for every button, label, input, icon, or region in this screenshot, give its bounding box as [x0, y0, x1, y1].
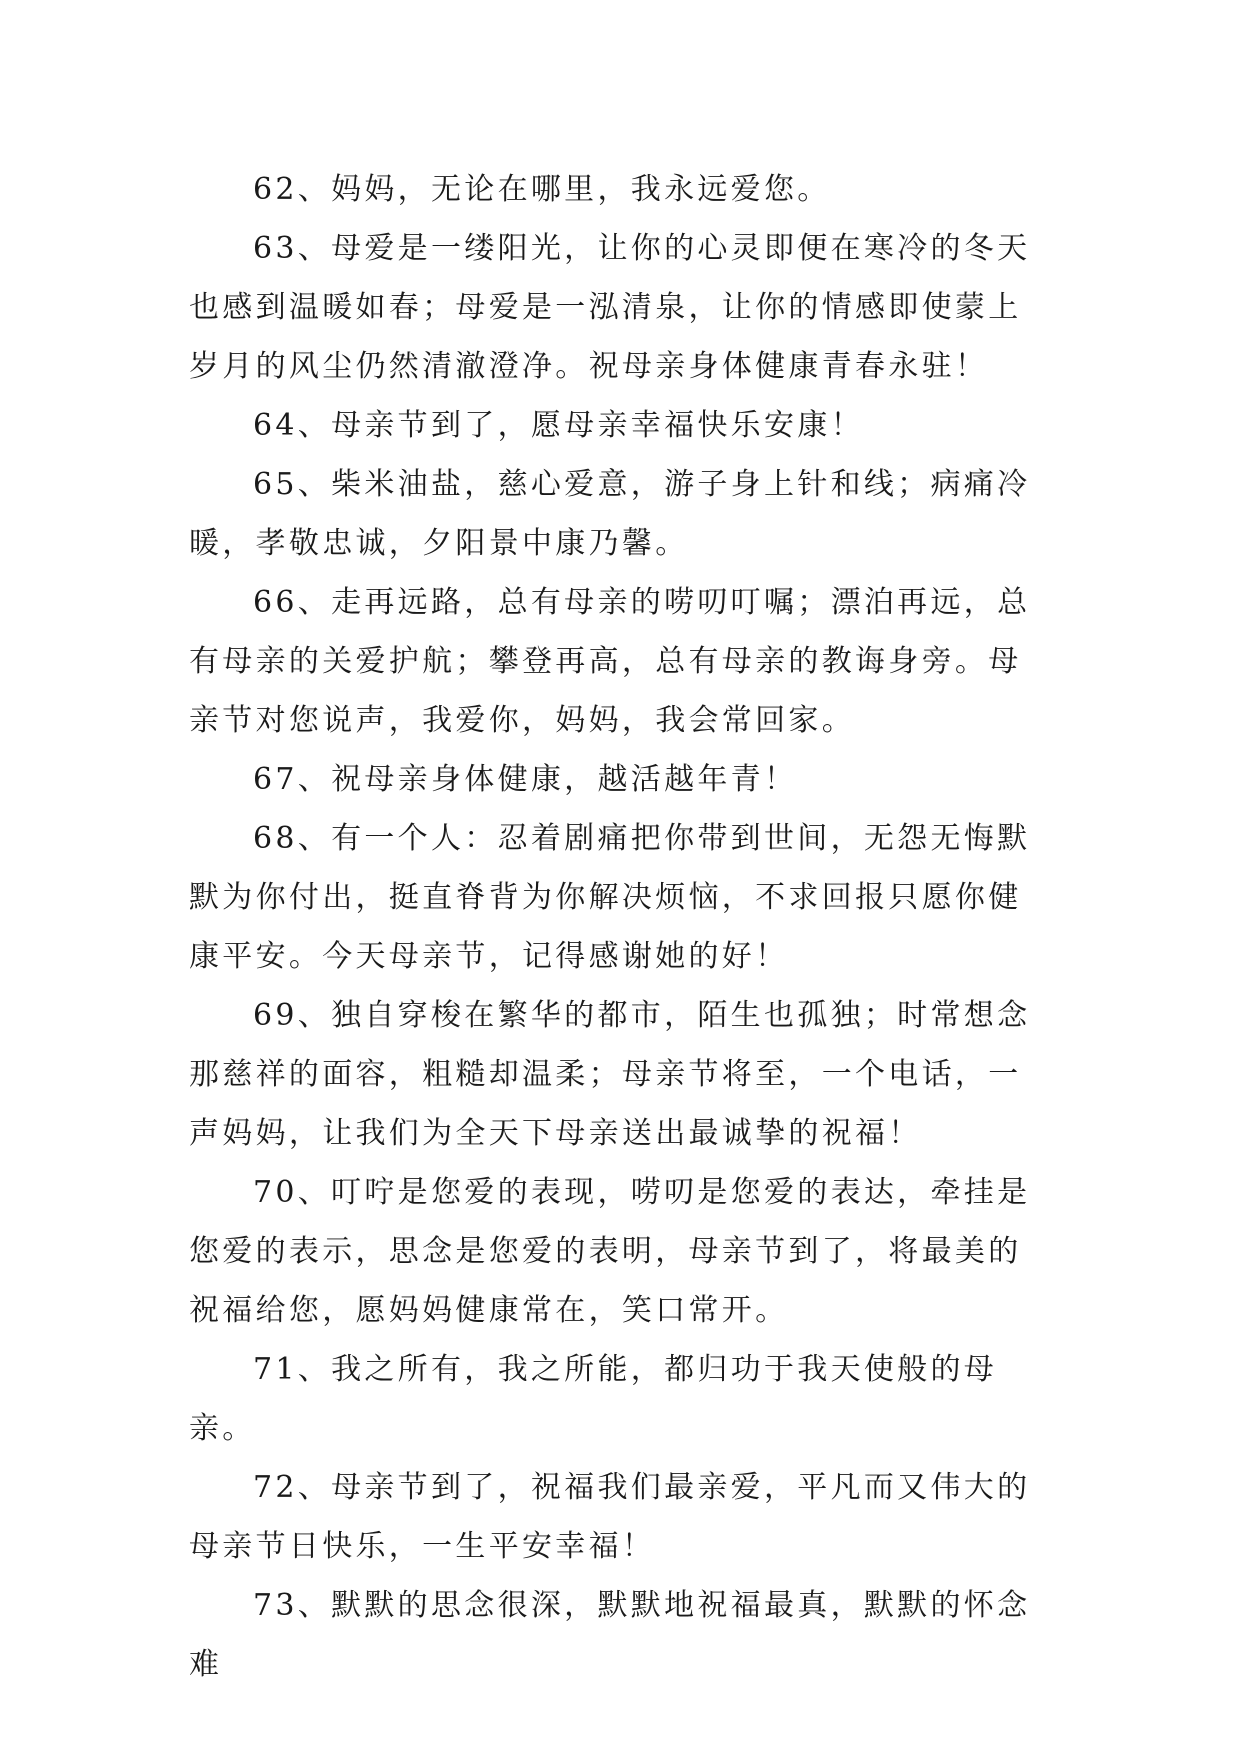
paragraph-69: 69、独自穿梭在繁华的都市，陌生也孤独；时常想念那慈祥的面容，粗糙却温柔；母亲节将至，一个电话，一声妈妈，让我们为全天下母亲送出最诚挚的祝福！ [189, 998, 1031, 1151]
paragraph-66: 66、走再远路，总有母亲的唠叨叮嘱；漂泊再远，总有母亲的关爱护航；攀登再高，总有母亲的教诲身旁。母亲节对您说声，我爱你，妈妈，我会常回家。 [189, 585, 1031, 738]
paragraph-62: 62、妈妈，无论在哪里，我永远爱您。 [253, 172, 831, 207]
paragraph-63: 63、母爱是一缕阳光，让你的心灵即便在寒冷的冬天也感到温暖如春；母爱是一泓清泉，让你的情感即使蒙上岁月的风尘仍然清澈澄净。祝母亲身体健康青春永驻！ [189, 231, 1031, 384]
paragraph-71: 71、我之所有，我之所能，都归功于我天使般的母亲。 [189, 1352, 998, 1446]
document-body [189, 160, 1051, 1694]
paragraph-64: 64、母亲节到了，愿母亲幸福快乐安康！ [253, 408, 864, 443]
paragraph-68: 68、有一个人：忍着剧痛把你带到世间，无怨无悔默默为你付出，挺直脊背为你解决烦恼，不求回报只愿你健康平安。今天母亲节，记得感谢她的好！ [189, 821, 1031, 974]
paragraph-65: 65、柴米油盐，慈心爱意，游子身上针和线；病痛冷暖，孝敬忠诚，夕阳景中康乃馨。 [189, 467, 1031, 561]
paragraph-70: 70、叮咛是您爱的表现，唠叨是您爱的表达，牵挂是您爱的表示，思念是您爱的表明，母亲节到了，将最美的祝福给您，愿妈妈健康常在，笑口常开。 [189, 1175, 1031, 1328]
paragraph-72: 72、母亲节到了，祝福我们最亲爱，平凡而又伟大的母亲节日快乐，一生平安幸福！ [189, 1470, 1031, 1564]
paragraph-67: 67、祝母亲身体健康，越活越年青！ [253, 762, 798, 797]
paragraph-73: 73、默默的思念很深，默默地祝福最真，默默的怀念难 [189, 1588, 1031, 1682]
